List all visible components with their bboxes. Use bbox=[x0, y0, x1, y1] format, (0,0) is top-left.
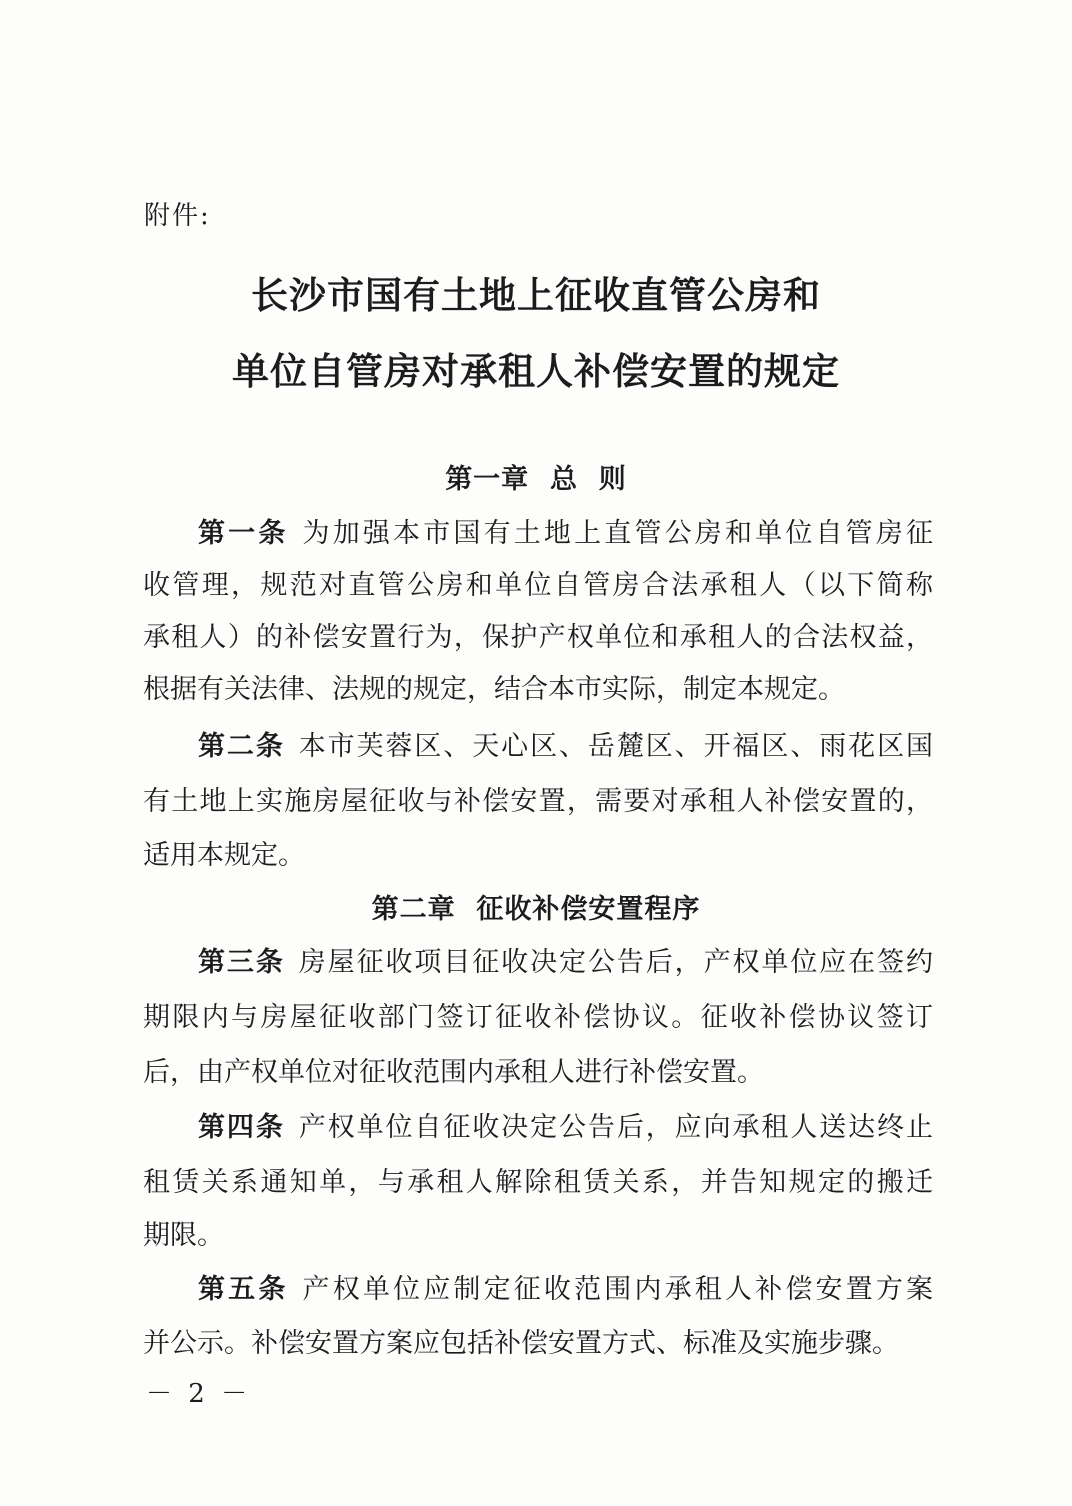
article-5-line-1 bbox=[198, 1270, 933, 1310]
article-1-text-1: 为加强本市国有土地上直管公房和单位自管房征 bbox=[302, 518, 934, 549]
article-4-text-1: 产权单位自征收决定公告后，应向承租人送达终止 bbox=[298, 1112, 933, 1143]
article-2-heading: 第二条 bbox=[198, 731, 285, 762]
article-2-text-1: 本市芙蓉区、天心区、岳麓区、开福区、雨花区国 bbox=[298, 731, 933, 762]
article-2-line-3: 适用本规定。 bbox=[143, 840, 305, 871]
page-number: － 2 － bbox=[146, 1379, 252, 1409]
article-3-line-3: 后，由产权单位对征收范围内承租人进行补偿安置。 bbox=[143, 1057, 764, 1088]
article-3-text-1: 房屋征收项目征收决定公告后，产权单位应在签约 bbox=[298, 947, 933, 978]
document-title-line-1: 长沙市国有土地上征收直管公房和 bbox=[251, 274, 821, 317]
article-1-heading: 第一条 bbox=[198, 518, 289, 549]
article-4-line-3: 期限。 bbox=[143, 1220, 224, 1251]
article-3-line-2: 期限内与房屋征收部门签订征收补偿协议。征收补偿协议签订 bbox=[143, 1002, 933, 1033]
article-2-line-1 bbox=[198, 727, 933, 767]
article-4-line-2: 租赁关系通知单，与承租人解除租赁关系，并告知规定的搬迁 bbox=[143, 1167, 933, 1198]
document-title-line-2: 单位自管房对承租人补偿安置的规定 bbox=[232, 350, 840, 393]
article-4-line-1 bbox=[198, 1108, 933, 1148]
article-4-heading: 第四条 bbox=[198, 1112, 285, 1143]
article-2-line-2: 有土地上实施房屋征收与补偿安置，需要对承租人补偿安置的， bbox=[143, 786, 933, 817]
chapter-1-heading: 第一章 总 则 bbox=[445, 464, 627, 495]
article-3-line-1 bbox=[198, 943, 933, 983]
attachment-label: 附件: bbox=[144, 201, 211, 231]
article-1-line-1 bbox=[198, 514, 933, 554]
article-5-text-1: 产权单位应制定征收范围内承租人补偿安置方案 bbox=[302, 1274, 934, 1305]
article-1-line-2: 收管理，规范对直管公房和单位自管房合法承租人（以下简称 bbox=[143, 570, 933, 601]
article-1-line-4: 根据有关法律、法规的规定，结合本市实际，制定本规定。 bbox=[143, 674, 845, 705]
chapter-2-heading: 第二章 征收补偿安置程序 bbox=[371, 894, 701, 925]
article-5-heading: 第五条 bbox=[198, 1274, 289, 1305]
article-1-line-3: 承租人）的补偿安置行为，保护产权单位和承租人的合法权益， bbox=[143, 622, 933, 653]
article-3-heading: 第三条 bbox=[198, 947, 285, 978]
article-5-line-2: 并公示。补偿安置方案应包括补偿安置方式、标准及实施步骤。 bbox=[143, 1328, 899, 1359]
